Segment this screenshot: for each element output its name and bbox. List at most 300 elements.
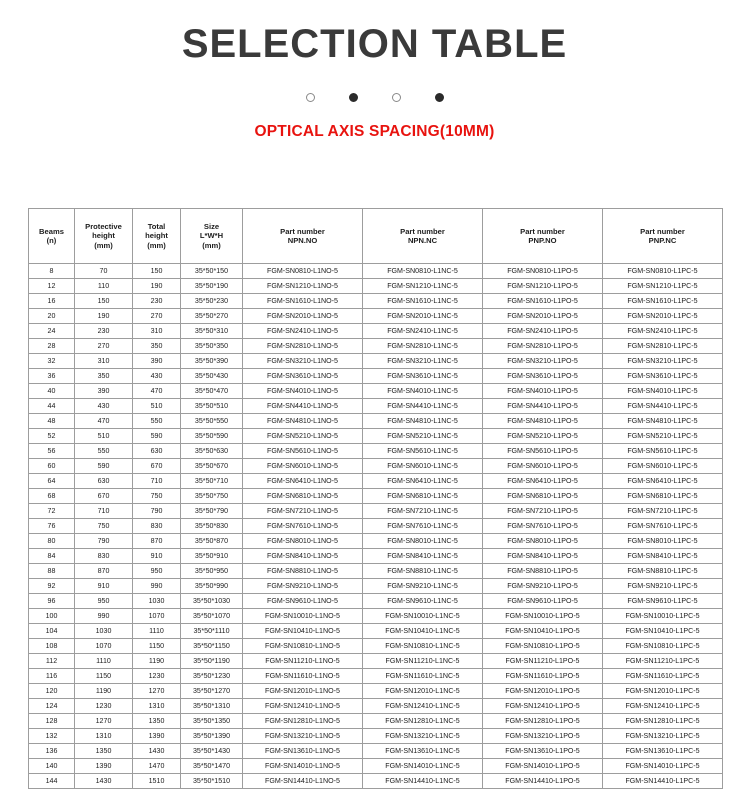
table-cell-r24-c3: 35*50*1110 [181,624,243,639]
table-cell-r2-c5: FGM-SN1610-L1NC-5 [363,294,483,309]
table-cell-r29-c4: FGM-SN12410-L1NO-5 [243,699,363,714]
table-cell-r2-c4: FGM-SN1610-L1NO-5 [243,294,363,309]
table-cell-r0-c6: FGM-SN0810-L1PO-5 [483,264,603,279]
table-column-header-0-line1: Beams [39,226,64,236]
table-cell-r8-c1: 390 [75,384,133,399]
table-column-header-0-line2: (n) [46,236,57,245]
table-cell-r30-c6: FGM-SN12810-L1PO-5 [483,714,603,729]
table-cell-r14-c6: FGM-SN6410-L1PO-5 [483,474,603,489]
table-cell-r20-c5: FGM-SN8810-L1NC-5 [363,564,483,579]
selection-table-container [28,208,722,789]
dot-hollow-1-icon [306,93,315,102]
table-cell-r3-c6: FGM-SN2010-L1PO-5 [483,309,603,324]
table-cell-r5-c3: 35*50*350 [181,339,243,354]
table-cell-r13-c6: FGM-SN6010-L1PO-5 [483,459,603,474]
table-column-header-2-line3: (mm) [147,240,166,250]
dot-solid-4-icon [435,93,444,102]
table-cell-r15-c1: 670 [75,489,133,504]
table-cell-r8-c7: FGM-SN4010-L1PC-5 [603,384,723,399]
table-cell-r15-c4: FGM-SN6810-L1NO-5 [243,489,363,504]
table-cell-r22-c7: FGM-SN9610-L1PC-5 [603,594,723,609]
table-cell-r33-c0: 140 [29,759,75,774]
table-cell-r4-c3: 35*50*310 [181,324,243,339]
table-cell-r1-c0: 12 [29,279,75,294]
table-cell-r34-c0: 144 [29,774,75,789]
table-cell-r1-c1: 110 [75,279,133,294]
table-column-header-6-line1: Part number [520,226,565,236]
table-cell-r12-c7: FGM-SN5610-L1PC-5 [603,444,723,459]
table-cell-r13-c2: 670 [133,459,181,474]
table-column-header-3-line2: L*W*H [199,231,224,241]
table-cell-r33-c5: FGM-SN14010-L1NC-5 [363,759,483,774]
table-row [29,564,723,579]
page-title: SELECTION TABLE [181,22,568,66]
table-cell-r11-c2: 590 [133,429,181,444]
table-cell-r21-c5: FGM-SN9210-L1NC-5 [363,579,483,594]
table-cell-r23-c6: FGM-SN10010-L1PO-5 [483,609,603,624]
table-cell-r19-c5: FGM-SN8410-L1NC-5 [363,549,483,564]
table-cell-r10-c3: 35*50*550 [181,414,243,429]
table-cell-r10-c0: 48 [29,414,75,429]
table-cell-r14-c3: 35*50*710 [181,474,243,489]
table-cell-r8-c5: FGM-SN4010-L1NC-5 [363,384,483,399]
table-cell-r29-c3: 35*50*1310 [181,699,243,714]
table-cell-r24-c2: 1110 [133,624,181,639]
table-cell-r21-c3: 35*50*990 [181,579,243,594]
table-cell-r30-c2: 1350 [133,714,181,729]
table-row [29,354,723,369]
table-cell-r3-c3: 35*50*270 [181,309,243,324]
table-cell-r34-c7: FGM-SN14410-L1PC-5 [603,774,723,789]
table-cell-r31-c5: FGM-SN13210-L1NC-5 [363,729,483,744]
table-row [29,519,723,534]
table-cell-r26-c2: 1190 [133,654,181,669]
table-cell-r4-c6: FGM-SN2410-L1PO-5 [483,324,603,339]
table-cell-r26-c7: FGM-SN11210-L1PC-5 [603,654,723,669]
dot-hollow-3-icon [392,93,401,102]
table-cell-r28-c0: 120 [29,684,75,699]
table-cell-r29-c0: 124 [29,699,75,714]
table-cell-r31-c4: FGM-SN13210-L1NO-5 [243,729,363,744]
table-cell-r24-c0: 104 [29,624,75,639]
table-cell-r21-c2: 990 [133,579,181,594]
table-cell-r19-c3: 35*50*910 [181,549,243,564]
table-cell-r25-c6: FGM-SN10810-L1PO-5 [483,639,603,654]
table-cell-r15-c5: FGM-SN6810-L1NC-5 [363,489,483,504]
table-cell-r25-c0: 108 [29,639,75,654]
table-cell-r2-c7: FGM-SN1610-L1PC-5 [603,294,723,309]
table-cell-r31-c7: FGM-SN13210-L1PC-5 [603,729,723,744]
table-cell-r4-c1: 230 [75,324,133,339]
table-cell-r29-c2: 1310 [133,699,181,714]
page-subtitle: OPTICAL AXIS SPACING(10MM) [254,123,495,140]
table-cell-r20-c7: FGM-SN8810-L1PC-5 [603,564,723,579]
table-cell-r22-c4: FGM-SN9610-L1NO-5 [243,594,363,609]
table-cell-r21-c0: 92 [29,579,75,594]
table-cell-r1-c4: FGM-SN1210-L1NO-5 [243,279,363,294]
table-cell-r33-c7: FGM-SN14010-L1PC-5 [603,759,723,774]
table-cell-r16-c6: FGM-SN7210-L1PO-5 [483,504,603,519]
table-cell-r27-c5: FGM-SN11610-L1NC-5 [363,669,483,684]
table-row [29,264,723,279]
table-cell-r10-c2: 550 [133,414,181,429]
table-cell-r4-c5: FGM-SN2410-L1NC-5 [363,324,483,339]
table-cell-r25-c4: FGM-SN10810-L1NO-5 [243,639,363,654]
table-column-header-4 [243,209,363,264]
table-cell-r5-c7: FGM-SN2810-L1PC-5 [603,339,723,354]
table-cell-r30-c5: FGM-SN12810-L1NC-5 [363,714,483,729]
table-cell-r4-c2: 310 [133,324,181,339]
table-cell-r25-c3: 35*50*1150 [181,639,243,654]
table-row [29,624,723,639]
table-cell-r9-c1: 430 [75,399,133,414]
table-cell-r0-c2: 150 [133,264,181,279]
table-cell-r10-c6: FGM-SN4810-L1PO-5 [483,414,603,429]
table-cell-r29-c6: FGM-SN12410-L1PO-5 [483,699,603,714]
table-cell-r23-c1: 990 [75,609,133,624]
table-cell-r12-c5: FGM-SN5610-L1NC-5 [363,444,483,459]
table-row [29,444,723,459]
table-cell-r7-c0: 36 [29,369,75,384]
table-row [29,279,723,294]
table-cell-r33-c3: 35*50*1470 [181,759,243,774]
table-cell-r32-c1: 1350 [75,744,133,759]
table-cell-r10-c5: FGM-SN4810-L1NC-5 [363,414,483,429]
table-row [29,414,723,429]
table-cell-r23-c4: FGM-SN10010-L1NO-5 [243,609,363,624]
table-cell-r6-c6: FGM-SN3210-L1PO-5 [483,354,603,369]
table-cell-r5-c0: 28 [29,339,75,354]
table-cell-r7-c2: 430 [133,369,181,384]
table-cell-r6-c0: 32 [29,354,75,369]
table-row [29,729,723,744]
table-row [29,534,723,549]
table-cell-r34-c6: FGM-SN14410-L1PO-5 [483,774,603,789]
table-cell-r28-c7: FGM-SN12010-L1PC-5 [603,684,723,699]
table-cell-r18-c2: 870 [133,534,181,549]
table-header [29,209,723,264]
table-cell-r33-c1: 1390 [75,759,133,774]
table-cell-r30-c3: 35*50*1350 [181,714,243,729]
table-cell-r5-c5: FGM-SN2810-L1NC-5 [363,339,483,354]
table-cell-r15-c2: 750 [133,489,181,504]
table-body [29,264,723,789]
table-cell-r31-c0: 132 [29,729,75,744]
selection-table [28,208,723,789]
table-column-header-3-line3: (mm) [202,240,221,250]
table-cell-r10-c4: FGM-SN4810-L1NO-5 [243,414,363,429]
table-cell-r8-c4: FGM-SN4010-L1NO-5 [243,384,363,399]
table-cell-r7-c3: 35*50*430 [181,369,243,384]
table-cell-r0-c0: 8 [29,264,75,279]
table-column-header-4-line2: NPN.NO [287,236,318,245]
table-cell-r2-c0: 16 [29,294,75,309]
table-cell-r12-c1: 550 [75,444,133,459]
table-row [29,549,723,564]
table-cell-r1-c5: FGM-SN1210-L1NC-5 [363,279,483,294]
table-column-header-2 [133,209,181,264]
table-cell-r12-c6: FGM-SN5610-L1PO-5 [483,444,603,459]
table-row [29,744,723,759]
table-cell-r12-c0: 56 [29,444,75,459]
table-cell-r19-c7: FGM-SN8410-L1PC-5 [603,549,723,564]
table-cell-r7-c5: FGM-SN3610-L1NC-5 [363,369,483,384]
table-cell-r4-c7: FGM-SN2410-L1PC-5 [603,324,723,339]
table-cell-r25-c7: FGM-SN10810-L1PC-5 [603,639,723,654]
table-cell-r5-c4: FGM-SN2810-L1NO-5 [243,339,363,354]
table-cell-r27-c2: 1230 [133,669,181,684]
table-cell-r30-c4: FGM-SN12810-L1NO-5 [243,714,363,729]
table-cell-r8-c3: 35*50*470 [181,384,243,399]
table-cell-r32-c0: 136 [29,744,75,759]
table-row [29,339,723,354]
table-cell-r11-c6: FGM-SN5210-L1PO-5 [483,429,603,444]
table-row [29,369,723,384]
table-cell-r12-c3: 35*50*630 [181,444,243,459]
table-cell-r6-c5: FGM-SN3210-L1NC-5 [363,354,483,369]
table-row [29,309,723,324]
table-cell-r29-c7: FGM-SN12410-L1PC-5 [603,699,723,714]
table-cell-r7-c7: FGM-SN3610-L1PC-5 [603,369,723,384]
table-cell-r6-c1: 310 [75,354,133,369]
table-cell-r22-c5: FGM-SN9610-L1NC-5 [363,594,483,609]
table-column-header-5-line2: NPN.NC [407,236,438,245]
table-cell-r16-c5: FGM-SN7210-L1NC-5 [363,504,483,519]
table-cell-r1-c3: 35*50*190 [181,279,243,294]
table-cell-r27-c0: 116 [29,669,75,684]
table-cell-r14-c0: 64 [29,474,75,489]
table-cell-r15-c3: 35*50*750 [181,489,243,504]
table-row [29,459,723,474]
selection-table-page [0,22,749,785]
table-cell-r14-c7: FGM-SN6410-L1PC-5 [603,474,723,489]
table-row [29,714,723,729]
table-cell-r14-c1: 630 [75,474,133,489]
table-cell-r30-c1: 1270 [75,714,133,729]
table-cell-r13-c7: FGM-SN6010-L1PC-5 [603,459,723,474]
table-cell-r22-c3: 35*50*1030 [181,594,243,609]
table-cell-r18-c7: FGM-SN8010-L1PC-5 [603,534,723,549]
table-column-header-7 [603,209,723,264]
table-cell-r32-c7: FGM-SN13610-L1PC-5 [603,744,723,759]
table-cell-r31-c2: 1390 [133,729,181,744]
table-cell-r9-c7: FGM-SN4410-L1PC-5 [603,399,723,414]
table-cell-r20-c1: 870 [75,564,133,579]
table-column-header-3 [181,209,243,264]
table-cell-r0-c7: FGM-SN0810-L1PC-5 [603,264,723,279]
table-cell-r30-c0: 128 [29,714,75,729]
table-cell-r15-c0: 68 [29,489,75,504]
table-cell-r31-c1: 1310 [75,729,133,744]
table-cell-r21-c7: FGM-SN9210-L1PC-5 [603,579,723,594]
table-column-header-1-line1: Protective [85,222,122,232]
table-cell-r28-c6: FGM-SN12010-L1PO-5 [483,684,603,699]
table-cell-r21-c6: FGM-SN9210-L1PO-5 [483,579,603,594]
table-cell-r4-c4: FGM-SN2410-L1NO-5 [243,324,363,339]
table-cell-r20-c3: 35*50*950 [181,564,243,579]
table-cell-r11-c7: FGM-SN5210-L1PC-5 [603,429,723,444]
table-cell-r12-c4: FGM-SN5610-L1NO-5 [243,444,363,459]
table-cell-r26-c0: 112 [29,654,75,669]
table-cell-r27-c3: 35*50*1230 [181,669,243,684]
table-row [29,324,723,339]
table-row [29,504,723,519]
table-cell-r26-c1: 1110 [75,654,133,669]
table-cell-r16-c7: FGM-SN7210-L1PC-5 [603,504,723,519]
table-row [29,774,723,789]
table-cell-r24-c7: FGM-SN10410-L1PC-5 [603,624,723,639]
table-cell-r22-c1: 950 [75,594,133,609]
table-cell-r18-c0: 80 [29,534,75,549]
table-cell-r3-c1: 190 [75,309,133,324]
table-cell-r17-c6: FGM-SN7610-L1PO-5 [483,519,603,534]
table-column-header-6 [483,209,603,264]
table-cell-r31-c6: FGM-SN13210-L1PO-5 [483,729,603,744]
table-cell-r21-c4: FGM-SN9210-L1NO-5 [243,579,363,594]
table-cell-r6-c7: FGM-SN3210-L1PC-5 [603,354,723,369]
table-cell-r14-c4: FGM-SN6410-L1NO-5 [243,474,363,489]
table-cell-r17-c5: FGM-SN7610-L1NC-5 [363,519,483,534]
table-cell-r0-c3: 35*50*150 [181,264,243,279]
table-cell-r28-c5: FGM-SN12010-L1NC-5 [363,684,483,699]
table-cell-r24-c4: FGM-SN10410-L1NO-5 [243,624,363,639]
decorative-dot-row [0,93,749,102]
table-cell-r6-c4: FGM-SN3210-L1NO-5 [243,354,363,369]
table-cell-r11-c0: 52 [29,429,75,444]
table-row [29,579,723,594]
table-row [29,474,723,489]
table-cell-r27-c1: 1150 [75,669,133,684]
table-column-header-4-line1: Part number [280,226,325,236]
table-cell-r22-c2: 1030 [133,594,181,609]
table-cell-r28-c1: 1190 [75,684,133,699]
table-cell-r34-c4: FGM-SN14410-L1NO-5 [243,774,363,789]
table-cell-r34-c1: 1430 [75,774,133,789]
table-cell-r3-c0: 20 [29,309,75,324]
table-cell-r32-c3: 35*50*1430 [181,744,243,759]
table-row [29,684,723,699]
table-column-header-6-line2: PNP.NO [528,236,557,245]
table-cell-r19-c6: FGM-SN8410-L1PO-5 [483,549,603,564]
table-cell-r32-c6: FGM-SN13610-L1PO-5 [483,744,603,759]
table-cell-r32-c2: 1430 [133,744,181,759]
table-cell-r32-c5: FGM-SN13610-L1NC-5 [363,744,483,759]
table-cell-r0-c1: 70 [75,264,133,279]
table-cell-r13-c3: 35*50*670 [181,459,243,474]
table-cell-r18-c6: FGM-SN8010-L1PO-5 [483,534,603,549]
table-cell-r24-c6: FGM-SN10410-L1PO-5 [483,624,603,639]
table-cell-r6-c2: 390 [133,354,181,369]
table-cell-r34-c5: FGM-SN14410-L1NC-5 [363,774,483,789]
table-cell-r10-c1: 470 [75,414,133,429]
table-cell-r23-c2: 1070 [133,609,181,624]
table-cell-r5-c2: 350 [133,339,181,354]
table-cell-r29-c1: 1230 [75,699,133,714]
table-cell-r8-c2: 470 [133,384,181,399]
table-cell-r11-c5: FGM-SN5210-L1NC-5 [363,429,483,444]
table-cell-r17-c7: FGM-SN7610-L1PC-5 [603,519,723,534]
table-cell-r7-c4: FGM-SN3610-L1NO-5 [243,369,363,384]
table-cell-r9-c6: FGM-SN4410-L1PO-5 [483,399,603,414]
table-column-header-0 [29,209,75,264]
table-cell-r9-c0: 44 [29,399,75,414]
table-cell-r7-c1: 350 [75,369,133,384]
table-cell-r2-c6: FGM-SN1610-L1PO-5 [483,294,603,309]
table-cell-r3-c7: FGM-SN2010-L1PC-5 [603,309,723,324]
table-cell-r20-c0: 88 [29,564,75,579]
table-cell-r1-c2: 190 [133,279,181,294]
table-cell-r26-c5: FGM-SN11210-L1NC-5 [363,654,483,669]
table-column-header-3-line1: Size [203,222,220,232]
table-row [29,294,723,309]
table-cell-r24-c1: 1030 [75,624,133,639]
table-header-row [29,209,723,264]
table-row [29,489,723,504]
table-cell-r22-c6: FGM-SN9610-L1PO-5 [483,594,603,609]
table-column-header-1 [75,209,133,264]
table-cell-r32-c4: FGM-SN13610-L1NO-5 [243,744,363,759]
table-row [29,429,723,444]
table-cell-r1-c6: FGM-SN1210-L1PO-5 [483,279,603,294]
table-cell-r21-c1: 910 [75,579,133,594]
table-cell-r13-c0: 60 [29,459,75,474]
table-cell-r20-c2: 950 [133,564,181,579]
table-row [29,669,723,684]
table-column-header-1-line2: height [92,231,115,241]
table-cell-r11-c3: 35*50*590 [181,429,243,444]
table-cell-r34-c3: 35*50*1510 [181,774,243,789]
table-cell-r33-c2: 1470 [133,759,181,774]
table-cell-r3-c4: FGM-SN2010-L1NO-5 [243,309,363,324]
table-cell-r5-c1: 270 [75,339,133,354]
table-cell-r0-c4: FGM-SN0810-L1NO-5 [243,264,363,279]
table-column-header-2-line1: Total [147,222,166,232]
table-cell-r19-c0: 84 [29,549,75,564]
table-row [29,699,723,714]
table-cell-r13-c1: 590 [75,459,133,474]
table-cell-r3-c2: 270 [133,309,181,324]
table-column-header-5 [363,209,483,264]
dot-solid-2-icon [349,93,358,102]
table-cell-r17-c2: 830 [133,519,181,534]
table-cell-r15-c7: FGM-SN6810-L1PC-5 [603,489,723,504]
table-cell-r24-c5: FGM-SN10410-L1NC-5 [363,624,483,639]
table-cell-r2-c3: 35*50*230 [181,294,243,309]
table-cell-r19-c2: 910 [133,549,181,564]
table-cell-r2-c2: 230 [133,294,181,309]
table-column-header-7-line1: Part number [640,226,685,236]
table-cell-r33-c6: FGM-SN14010-L1PO-5 [483,759,603,774]
table-cell-r26-c3: 35*50*1190 [181,654,243,669]
table-cell-r13-c4: FGM-SN6010-L1NO-5 [243,459,363,474]
table-cell-r16-c4: FGM-SN7210-L1NO-5 [243,504,363,519]
table-cell-r8-c6: FGM-SN4010-L1PO-5 [483,384,603,399]
table-cell-r9-c3: 35*50*510 [181,399,243,414]
table-row [29,654,723,669]
table-cell-r11-c1: 510 [75,429,133,444]
table-cell-r17-c1: 750 [75,519,133,534]
table-cell-r29-c5: FGM-SN12410-L1NC-5 [363,699,483,714]
table-cell-r28-c4: FGM-SN12010-L1NO-5 [243,684,363,699]
table-cell-r26-c4: FGM-SN11210-L1NO-5 [243,654,363,669]
table-cell-r8-c0: 40 [29,384,75,399]
table-cell-r9-c4: FGM-SN4410-L1NO-5 [243,399,363,414]
table-cell-r5-c6: FGM-SN2810-L1PO-5 [483,339,603,354]
table-cell-r9-c5: FGM-SN4410-L1NC-5 [363,399,483,414]
table-cell-r0-c5: FGM-SN0810-L1NC-5 [363,264,483,279]
table-cell-r33-c4: FGM-SN14010-L1NO-5 [243,759,363,774]
table-cell-r27-c4: FGM-SN11610-L1NO-5 [243,669,363,684]
